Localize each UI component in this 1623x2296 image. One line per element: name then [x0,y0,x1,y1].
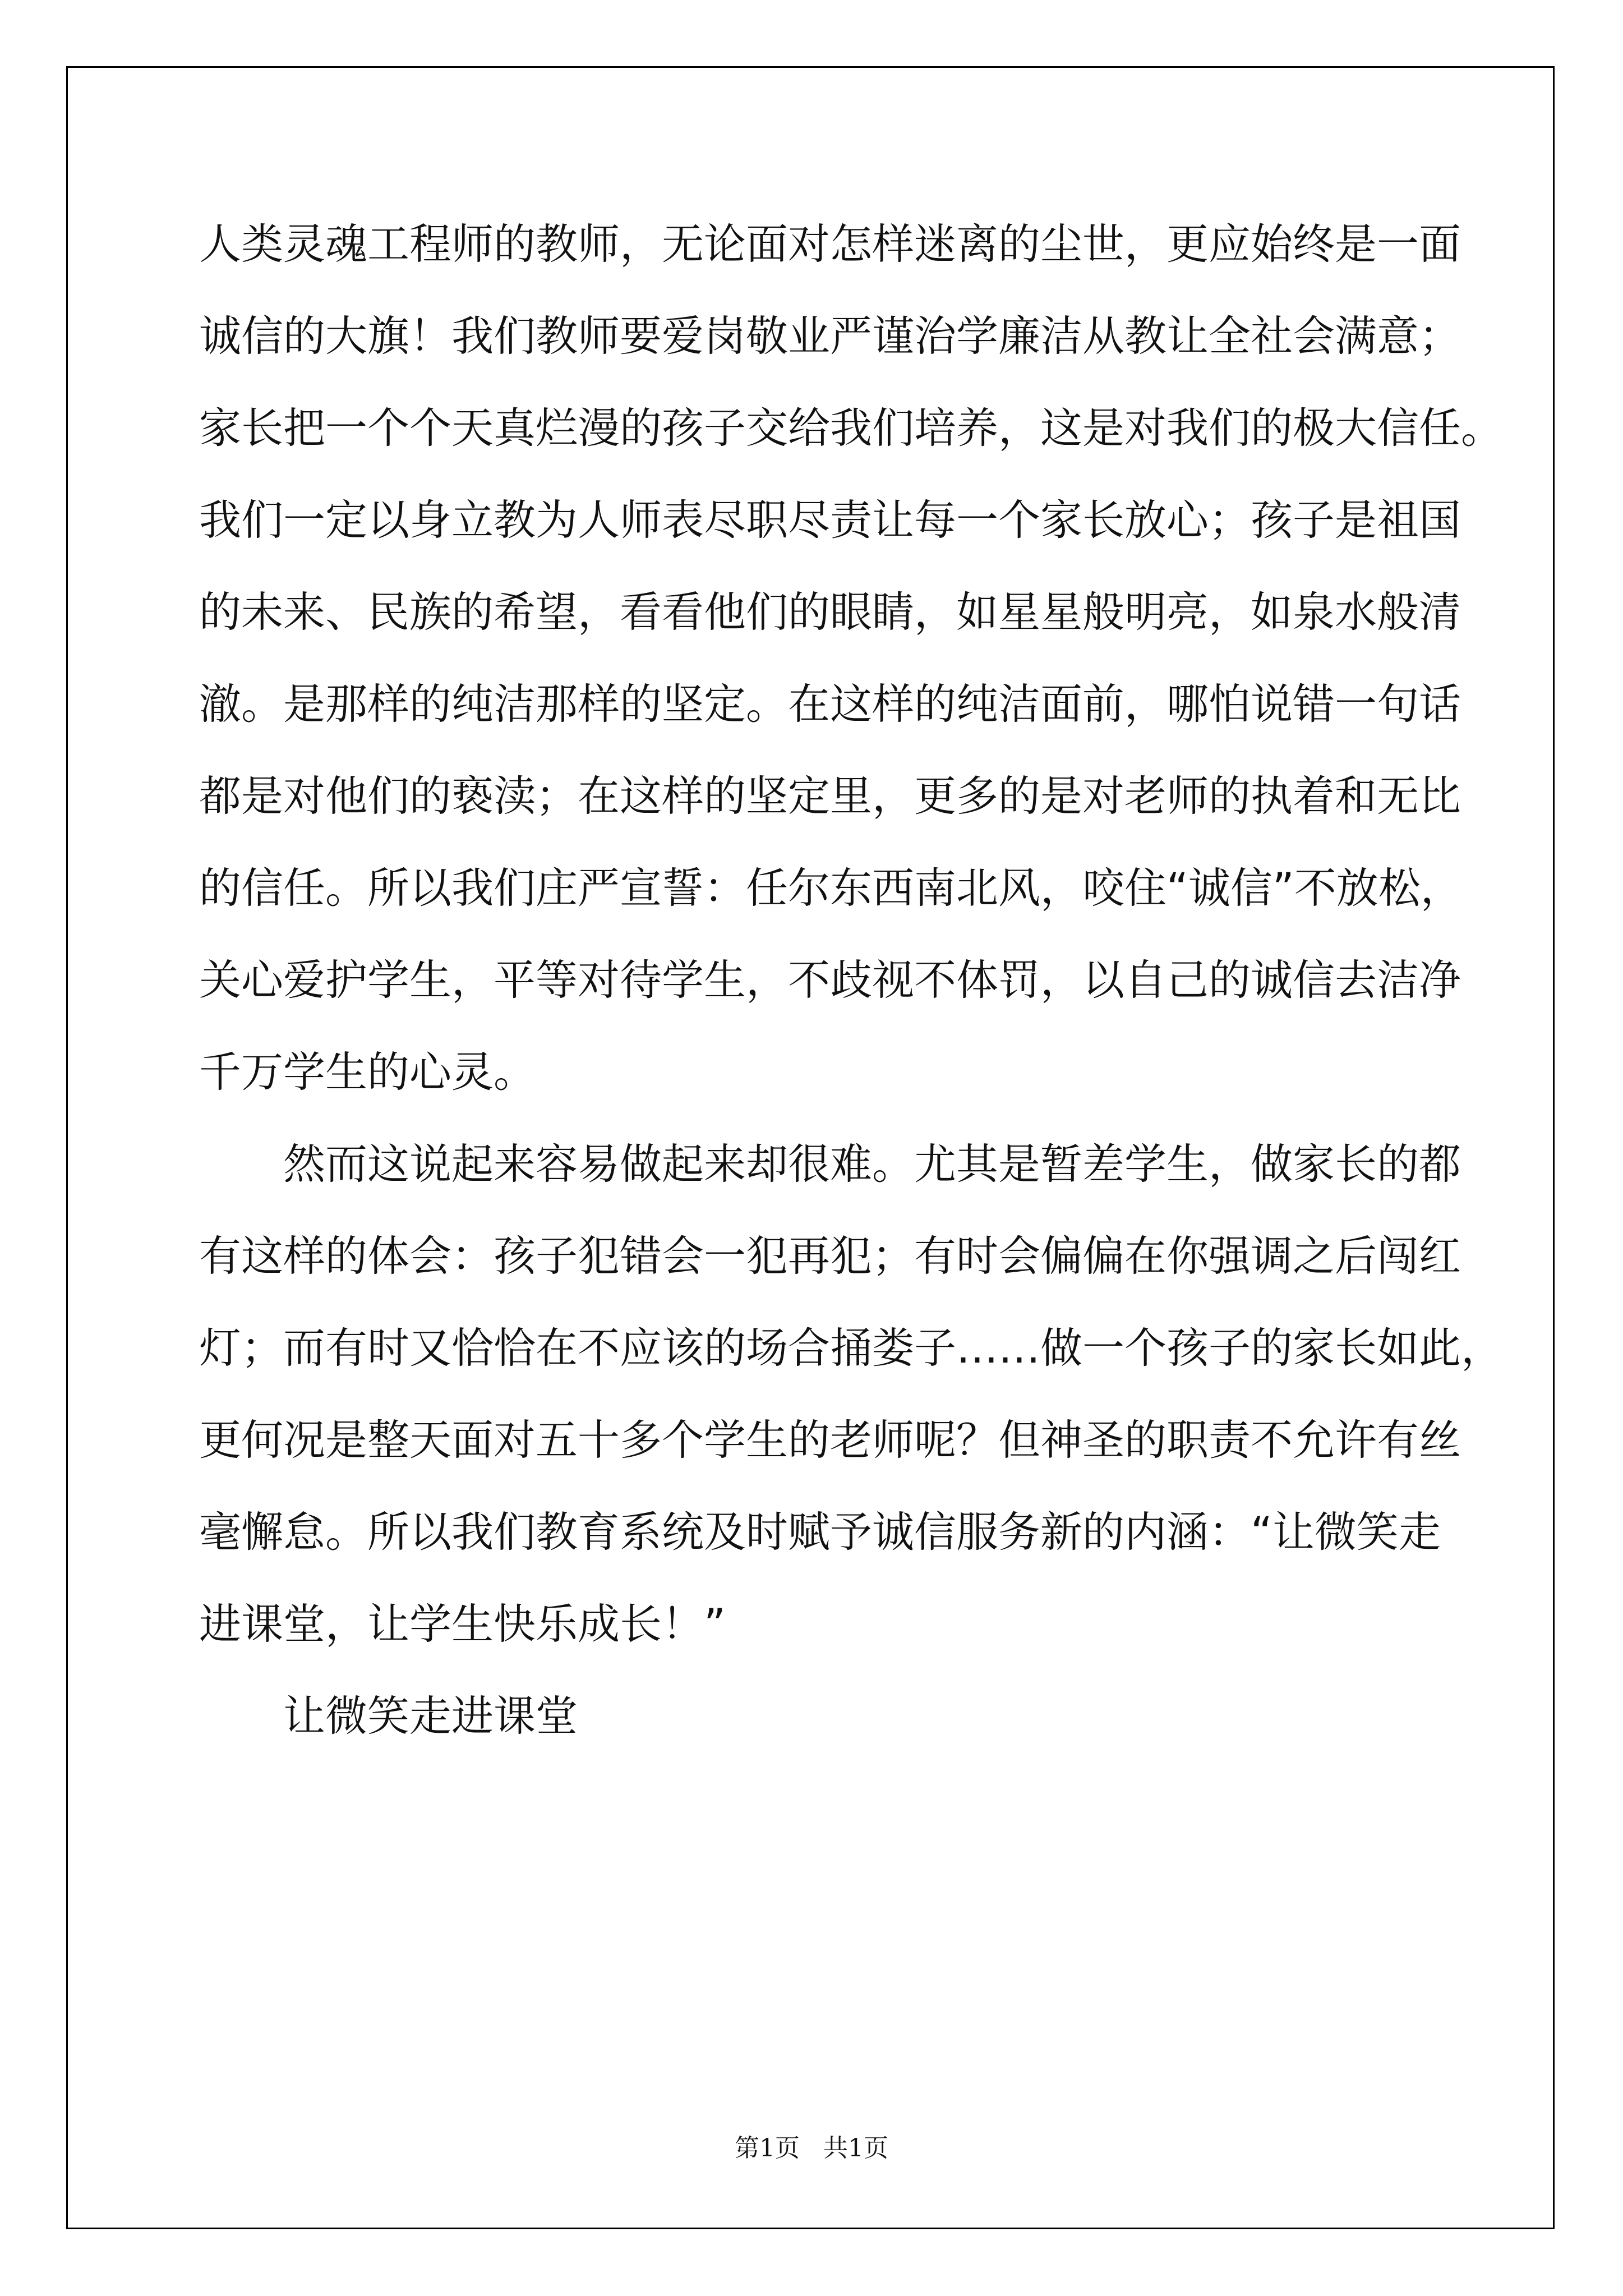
text-line: 家长把一个个天真烂漫的孩子交给我们培养，这是对我们的极大信任。 [199,403,1504,453]
page-footer: 第1页 共1页 [735,2134,888,2162]
text-line: 毫懈怠。所以我们教育系统及时赋予诚信服务新的内涵：“让微笑走 [199,1507,1441,1557]
text-line: 进课堂，让学生快乐成长！” [199,1599,726,1649]
text-line: 澈。是那样的纯洁那样的坚定。在这样的纯洁面前，哪怕说错一句话 [199,679,1461,729]
text-line: 有这样的体会：孩子犯错会一犯再犯；有时会偏偏在你强调之后闯红 [199,1231,1461,1281]
text-line: 我们一定以身立教为人师表尽职尽责让每一个家长放心；孩子是祖国 [199,495,1461,545]
paragraph-start-line: 然而这说起来容易做起来却很难。尤其是暂差学生，做家长的都 [283,1139,1461,1189]
text-line: 更何况是整天面对五十多个学生的老师呢？但神圣的职责不允许有丝 [199,1415,1461,1465]
text-line: 关心爱护学生，平等对待学生，不歧视不体罚，以自己的诚信去洁净 [199,955,1461,1005]
text-line: 的未来、民族的希望，看看他们的眼睛，如星星般明亮，如泉水般清 [199,587,1461,637]
text-line: 千万学生的心灵。 [199,1047,536,1097]
section-heading: 让微笑走进课堂 [283,1691,578,1741]
text-line: 人类灵魂工程师的教师，无论面对怎样迷离的尘世，更应始终是一面 [199,219,1461,269]
text-line: 的信任。所以我们庄严宣誓：任尔东西南北风，咬住“诚信”不放松， [199,863,1463,913]
text-line: 都是对他们的亵渎；在这样的坚定里，更多的是对老师的执着和无比 [199,771,1461,821]
text-line: 灯；而有时又恰恰在不应该的场合捅娄子……做一个孩子的家长如此， [199,1323,1504,1373]
text-line: 诚信的大旗！我们教师要爱岗敬业严谨治学廉洁从教让全社会满意； [199,311,1461,361]
